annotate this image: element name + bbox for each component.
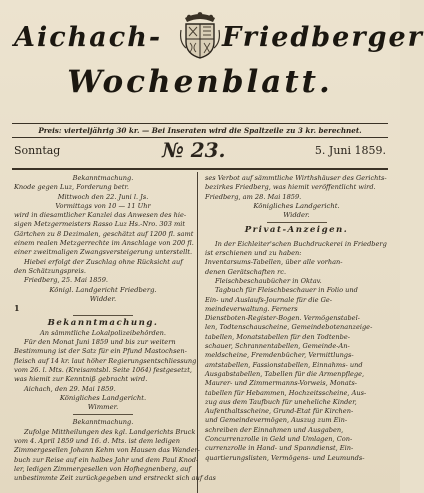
continuation-office: Königliches Landgericht.: [253, 201, 340, 210]
continuation-line: Friedberg, am 28. Mai 1859.: [205, 192, 302, 201]
column-divider: [197, 172, 198, 493]
ad-line: meldscheine, Fremdenbücher, Vermittlungs-: [205, 351, 354, 360]
ad-line: Dienstboten-Register-Bogen. Vermögenstabel-: [205, 314, 360, 323]
notice1-line: Hiebei erfolgt der Zuschlag ohne Rücksicht auf: [24, 257, 183, 266]
continuation-signature: Widder.: [283, 211, 310, 220]
masthead-rule-top: [12, 123, 388, 124]
ad-line: Aufenthaltsscheine, Grund-Etat für Kirchen-: [205, 407, 354, 416]
ad-line: In der Eichleiter'schen Buchdruckerei in Friedberg: [215, 239, 387, 248]
masthead-title-left: Aichach-: [14, 22, 163, 53]
notice3-heading: Bekanntmachung.: [72, 418, 134, 427]
notice1-line: Vormittags von 10 — 11 Uhr: [55, 201, 151, 210]
notice1-line: sigen Metzgermeisters Rasso Luz Hs.-Nro. 303 mit: [14, 220, 186, 229]
ad-line: ist erschienen und zu haben:: [205, 249, 302, 258]
notice1-line: Gärtchen zu 8 Dezimalen, geschätzt auf 1200 fl. samt: [14, 229, 194, 238]
section-marker: 1: [14, 303, 20, 314]
ad-line: zug aus dem Taufbuch für uneheliche Kinder,: [205, 397, 357, 406]
notice2-line: vom 26. l. Mts. (Kreisamtsbl. Seite 1064) festgesetzt,: [14, 365, 192, 374]
ad-line: schauer, Schrannentabellen, Gemeinde-An-: [205, 342, 350, 351]
notice3-line: Zufolge Mittheilungen des kgl. Landgerichts Bruck: [24, 427, 196, 436]
ad-line: schreiben der Einnahmen und Ausgaben,: [205, 425, 344, 434]
masthead-title-line2: Wochenblatt.: [67, 64, 333, 100]
notice2-signature: Wimmer.: [87, 403, 119, 412]
ad-line: Ein- und Auslaufs-Journale für die Ge-: [205, 295, 332, 304]
continuation-line: ses Verbot auf sämmtliche Wirthshäuser des Gerichts-: [205, 174, 387, 182]
notice1-signature: Widder.: [89, 294, 117, 303]
dateline-rule: [12, 168, 388, 170]
ad-line: currenzrolle in Hand- und Spanndienst, Ein-: [205, 444, 354, 453]
notice1-office: Königl. Landgericht Friedberg.: [49, 285, 157, 294]
issue-day: Sonntag: [14, 144, 61, 157]
ad-line: Tagbuch für Fleischbeschauer in Folio und: [215, 286, 358, 295]
notice2-line: was hiemit zur Kenntniß gebracht wird.: [14, 375, 148, 384]
ad-line: amtstabellen, Fassionstabellen, Einnahms- und: [205, 360, 363, 369]
notice2-line: Für den Monat Juni 1859 und bis zur weitern: [24, 338, 176, 347]
notice2-office: Königliches Landgericht.: [59, 393, 147, 402]
notice3-line: Zimmergesellen Johann Kehm von Hausen das Wander-: [14, 446, 200, 455]
ad-line: len, Todtenschauscheine, Gemeindebotenanzeige-: [205, 323, 373, 332]
continuation-line: bezirkes Friedberg, was hiemit veröffentlicht wird.: [205, 183, 376, 192]
ad-line: tabellen für Hebammen, Hochzeitsscheine, Aus-: [205, 388, 367, 397]
notice3-line: unbestimmte Zeit zurückgegeben und erstreckt sich auf das: [14, 474, 216, 483]
issue-dateline: [12, 140, 388, 166]
ad-line: Maurer- und Zimmermanns-Vorweis, Monats-: [205, 379, 357, 388]
masthead-title-right: Friedberger: [222, 22, 424, 53]
notice3-line: ler, ledigen Zimmergesellen von Hofhegnenberg, auf: [14, 464, 191, 473]
coat-of-arms-icon: [177, 12, 223, 60]
section-rule: [267, 222, 327, 223]
left-column: [14, 174, 216, 490]
ad-line: Ausgabstabellen, Tabellen für die Armenpflege,: [205, 369, 365, 378]
notice1-line: Knode gegen Luz, Forderung betr.: [14, 183, 129, 192]
notice2-line: fleisch auf 14 kr. laut höher Regierungsentschliessung: [14, 356, 197, 365]
section-rule: [73, 414, 133, 415]
ad-line: quartierungslisten, Vermögens- und Leumunds-: [205, 453, 365, 462]
notice3-line: buch zur Reise auf ein halbes Jahr und dem Paul Knod-: [14, 455, 199, 464]
notice2-line: Bestimmung ist der Satz für ein Pfund Mastochsen-: [14, 347, 187, 356]
ad-line: Concurrenzrolle in Geld und Umlagen, Con-: [205, 435, 353, 444]
notice1-line: einer zweitmaligen Zwangsversteigerung unterstellt.: [14, 248, 193, 257]
issue-number: № 23.: [162, 138, 226, 162]
notice2-line: An sämmtliche Lokalpolizeibehörden.: [40, 328, 166, 337]
ad-line: denen Gerätschaften rc.: [205, 267, 287, 276]
price-line: Preis: vierteljährig 30 kr. — Bei Inseraten wird die Spaltzeile zu 3 kr. berechnet.: [38, 126, 362, 135]
right-column: [205, 174, 388, 490]
notice1-heading: Bekanntmachung.: [72, 174, 134, 182]
ad-line: und Gemeindevermögen, Auszug zum Ein-: [205, 416, 348, 425]
notice1-line: wird in diesamtlicher Kanzlei das Anwesen des hie-: [14, 211, 187, 220]
ad-line: tabellen, Monatstabellen für den Todtenbe-: [205, 332, 350, 341]
notice2-heading: Bekanntmachung.: [47, 318, 159, 329]
ad-line: meindeverwaltung. Ferners: [205, 304, 298, 313]
notice1-line: den Schätzungspreis.: [14, 266, 86, 275]
notice1-place-date: Friedberg, 25. Mai 1859.: [24, 276, 108, 285]
notice3-line: vom 4. April 1859 und 16. d. Mts. ist dem ledigen: [14, 437, 180, 446]
issue-date: 5. Juni 1859.: [314, 144, 386, 157]
ad-line: Fleischbeschaubücher in Oktav.: [215, 276, 322, 285]
notice2-place-date: Aichach, den 29. Mai 1859.: [24, 384, 116, 393]
notice1-line: Mittwoch den 22. Juni l. Js.: [57, 192, 149, 201]
section-rule: [73, 315, 133, 316]
private-ads-heading: Privat-Anzeigen.: [244, 225, 349, 236]
ad-line: Inventarsums-Tabellen, über alle vorhan-: [205, 258, 343, 267]
notice1-line: einem realen Metzgerrechte im Anschlage von 200 fl.: [14, 239, 194, 248]
